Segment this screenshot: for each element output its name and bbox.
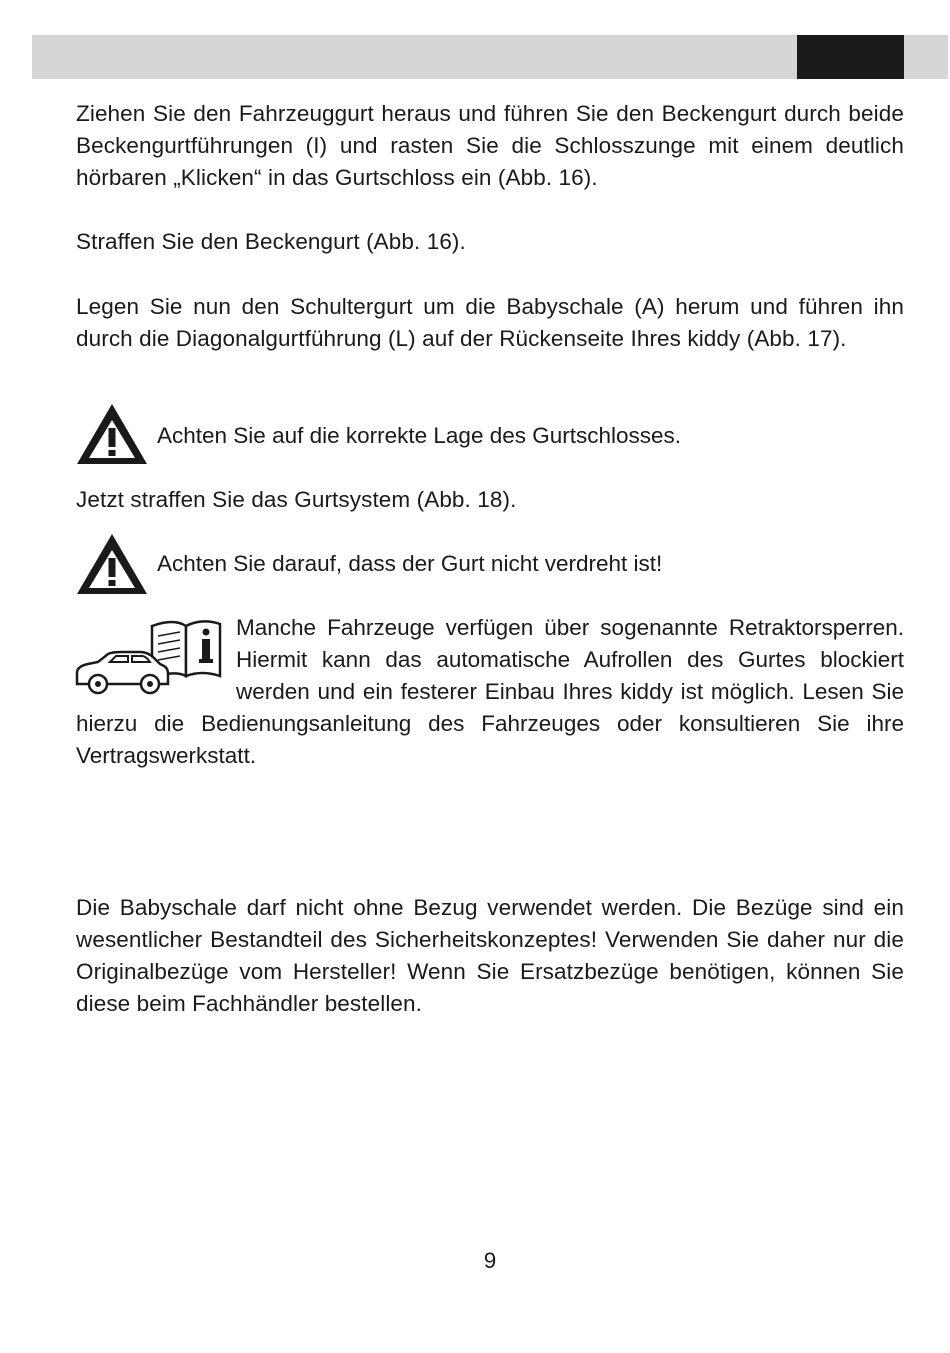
info-retractor-text [76, 612, 904, 772]
warning-text-twisted-belt: Achten Sie darauf, dass der Gurt nicht verdreht ist! [157, 551, 663, 576]
warning-text-buckle: Achten Sie auf die korrekte Lage des Gurtschlosses. [157, 423, 682, 448]
paragraph-cover-notice: Die Babyschale darf nicht ohne Bezug verwendet werden. Die Bezüge sind ein wesentlicher Bestandteil des Sicherheitskonzeptes! Verwenden Sie daher nur die Originalbezüge vom Hersteller! Wenn Sie Ersatzbezüge benötigen, können Sie diese beim Fachhändler bestellen. [76, 895, 904, 1016]
page-number: 9 [483, 1248, 497, 1273]
info-icon-spacer [76, 612, 236, 705]
header-tab [797, 35, 904, 79]
warning-triangle-icon [75, 402, 149, 466]
info-text: Manche Fahrzeuge verfügen über sogenannte Retraktorsperren. Hiermit kann das automatische Aufrollen des Gurtes blockiert werden und ein festerer Einbau Ihres kiddy ist möglich. Lesen Sie hierzu die Bedienungsanleitung des Fahrzeuges oder konsultieren Sie ihre Vertragswerkstatt. [76, 615, 904, 768]
paragraph-shoulder-belt: Legen Sie nun den Schultergurt um die Babyschale (A) herum und führen ihn durch die Diagonalgurtführung (L) auf der Rückenseite Ihres kiddy (Abb. 17). [76, 294, 904, 351]
paragraph-tighten-lap-belt: Straffen Sie den Beckengurt (Abb. 16). [76, 229, 466, 254]
paragraph-belt-routing: Ziehen Sie den Fahrzeuggurt heraus und führen Sie den Beckengurt durch beide Beckengurtführungen (I) und rasten Sie die Schlosszunge mit einem deutlich hörbaren „Klicken“ in das Gurtschloss ein (Abb. 16). [76, 101, 904, 190]
warning-triangle-icon [75, 532, 149, 596]
paragraph-tighten-system: Jetzt straffen Sie das Gurtsystem (Abb. 18). [76, 487, 517, 512]
